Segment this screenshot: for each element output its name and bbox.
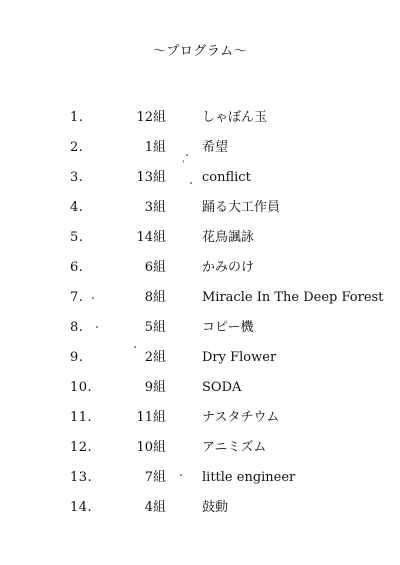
program-number: 3. — [70, 170, 84, 185]
program-group: 4組 — [144, 500, 166, 515]
program-number: 7. — [70, 290, 84, 305]
program-row — [0, 438, 400, 468]
program-group: 8組 — [144, 290, 166, 305]
program-group: 5組 — [144, 320, 166, 335]
program-group: 10組 — [136, 440, 166, 455]
program-name: 踊る大工作員 — [202, 200, 281, 215]
program-row — [0, 318, 400, 348]
program-name: アニミズム — [202, 440, 267, 455]
program-number: 5. — [70, 230, 84, 245]
program-group: 9組 — [144, 380, 166, 395]
program-name: Dry Flower — [202, 350, 277, 365]
scan-speck — [190, 182, 192, 184]
program-name: little engineer — [202, 470, 296, 485]
program-row — [0, 288, 400, 318]
program-number: 8. — [70, 320, 84, 335]
program-name: かみのけ — [202, 260, 255, 275]
program-group: 7組 — [144, 470, 166, 485]
program-list — [0, 108, 400, 528]
program-name: 希望 — [202, 140, 229, 155]
program-number: 6. — [70, 260, 84, 275]
program-name: 鼓動 — [202, 500, 229, 515]
program-number: 11. — [70, 410, 93, 425]
program-title: 〜プログラム〜 — [152, 44, 248, 59]
program-group: 13組 — [136, 170, 166, 185]
program-row — [0, 108, 400, 138]
program-row — [0, 468, 400, 498]
program-group: 1組 — [144, 140, 166, 155]
program-number: 13. — [70, 470, 93, 485]
program-group: 6組 — [144, 260, 166, 275]
scan-speck — [96, 326, 98, 328]
program-row — [0, 408, 400, 438]
program-number: 9. — [70, 350, 84, 365]
program-name: Miracle In The Deep Forest — [202, 290, 384, 305]
program-number: 4. — [70, 200, 84, 215]
program-number: 14. — [70, 500, 93, 515]
program-group: 3組 — [144, 200, 166, 215]
program-group: 2組 — [144, 350, 166, 365]
program-group: 12組 — [136, 110, 166, 125]
program-row — [0, 138, 400, 168]
program-number: 10. — [70, 380, 93, 395]
scan-speck — [92, 297, 94, 299]
program-group: 14組 — [136, 230, 166, 245]
program-row — [0, 378, 400, 408]
program-row — [0, 198, 400, 228]
scan-speck — [180, 474, 182, 476]
program-group: 11組 — [136, 410, 166, 425]
program-row — [0, 168, 400, 198]
program-number: 12. — [70, 440, 93, 455]
program-name: conflict — [202, 170, 251, 185]
program-number: 2. — [70, 140, 84, 155]
program-name: ナスタチウム — [202, 410, 280, 425]
program-row — [0, 228, 400, 258]
program-name: 花鳥諷詠 — [202, 230, 255, 245]
scan-speck — [186, 154, 188, 156]
program-name: しゃぼん玉 — [202, 110, 268, 125]
scan-speck — [183, 160, 184, 163]
program-number: 1. — [70, 110, 84, 125]
program-name: SODA — [202, 380, 242, 395]
program-row — [0, 498, 400, 528]
program-name: コピー機 — [202, 320, 254, 335]
program-row — [0, 258, 400, 288]
program-row — [0, 348, 400, 378]
scan-speck — [134, 346, 136, 348]
